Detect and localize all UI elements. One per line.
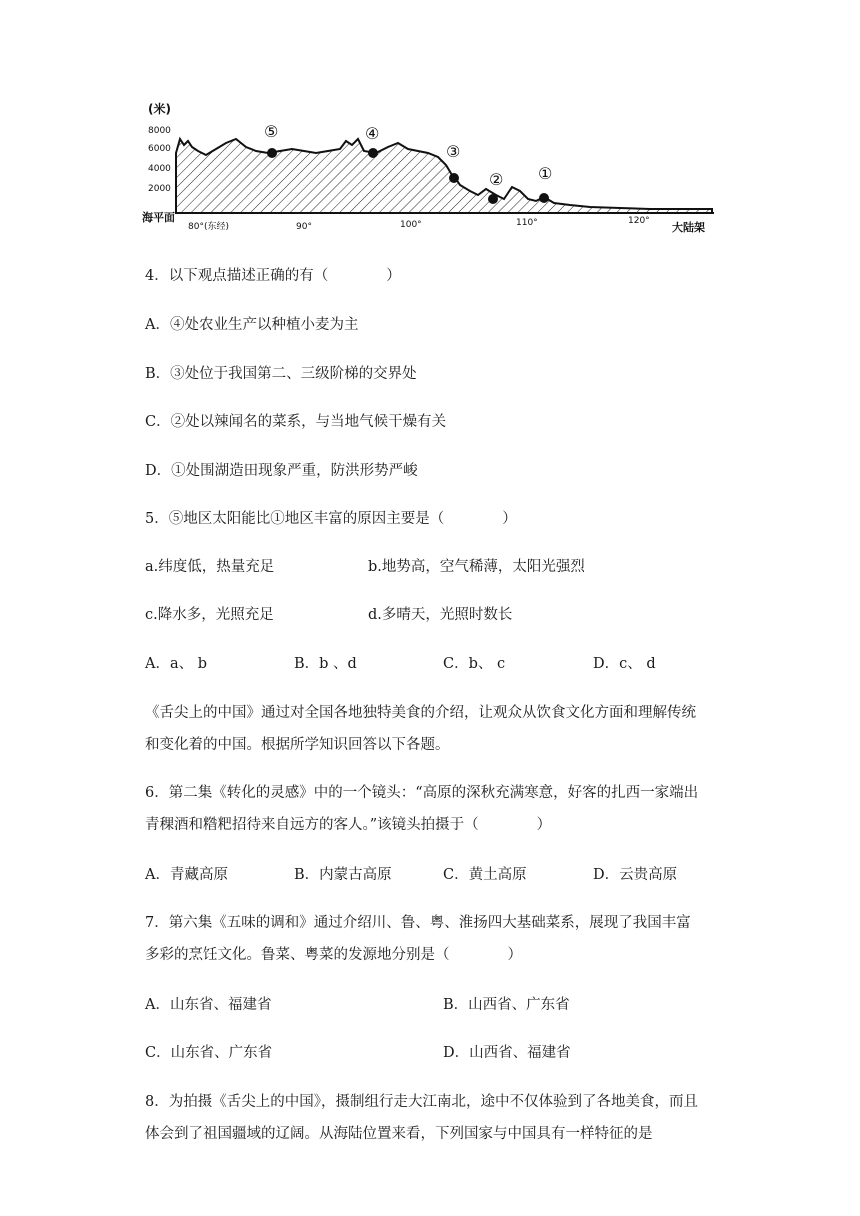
q4-stem: 4．以下观点描述正确的有（ ） <box>145 268 401 284</box>
y-tick-label: 8000 <box>148 126 171 136</box>
q4-option-d: D．①处围湖造田现象严重，防洪形势严峻 <box>145 463 418 479</box>
q6-option-b: B．内蒙古高原 <box>294 867 392 883</box>
marker-dot <box>368 148 378 158</box>
q7-stem-line-2: 多彩的烹饪文化。鲁菜、粤菜的发源地分别是（ ） <box>145 947 522 963</box>
x-tick-label: 100° <box>400 220 422 230</box>
q5-option-c: C．b、 c <box>443 656 506 672</box>
marker-dot <box>267 148 277 158</box>
q6-stem-line-2: 青稞酒和糌粑招待来自远方的客人。”该镜头拍摄于（ ） <box>145 817 552 833</box>
marker-dot <box>488 194 498 204</box>
marker-label: ① <box>538 164 553 183</box>
q5-option-b: B．b 、d <box>294 656 357 672</box>
x-tick-label: 90° <box>296 222 312 232</box>
q5-statement-d: d.多晴天，光照时数长 <box>368 607 513 623</box>
marker-label: ⑤ <box>264 122 279 141</box>
terrain-profile-figure <box>140 95 720 240</box>
q5-option-d: D．c、 d <box>593 656 656 672</box>
q6-stem-line-1: 6．第二集《转化的灵感》中的一个镜头：“高原的深秋充满寒意，好客的扎西一家端出 <box>145 785 699 801</box>
y-unit-label: (米) <box>148 102 171 116</box>
continental-shelf-label: 大陆架 <box>672 221 705 234</box>
q6-option-a: A．青藏高原 <box>145 867 228 883</box>
q4-option-a: A．④处农业生产以种植小麦为主 <box>145 317 359 333</box>
q6-option-d: D．云贵高原 <box>593 867 678 883</box>
q5-stem: 5．⑤地区太阳能比①地区丰富的原因主要是（ ） <box>145 511 517 527</box>
q7-option-b: B．山西省、广东省 <box>443 997 570 1013</box>
q8-stem-line-2: 体会到了祖国疆域的辽阔。从海陆位置来看，下列国家与中国具有一样特征的是 <box>145 1126 653 1142</box>
q4-option-b: B．③处位于我国第二、三级阶梯的交界处 <box>145 366 417 382</box>
q7-option-d: D．山西省、福建省 <box>443 1045 571 1061</box>
marker-label: ④ <box>365 124 380 143</box>
x-tick-label: 120° <box>628 216 650 226</box>
q7-option-c: C．山东省、广东省 <box>145 1045 273 1061</box>
q4-option-c: C．②处以辣闻名的菜系，与当地气候干燥有关 <box>145 414 447 430</box>
x-tick-label: 110° <box>516 218 538 228</box>
intro-line-1: 《舌尖上的中国》通过对全国各地独特美食的介绍，让观众从饮食文化方面和理解传统 <box>145 705 696 721</box>
marker-label: ③ <box>446 142 461 161</box>
q6-option-c: C．黄土高原 <box>443 867 527 883</box>
marker-dot <box>539 193 549 203</box>
y-tick-label: 6000 <box>148 144 171 154</box>
x-tick-label: 80°(东经) <box>188 222 229 232</box>
q8-stem-line-1: 8．为拍摄《舌尖上的中国》，摄制组行走大江南北，途中不仅体验到了各地美食，而且 <box>145 1094 698 1110</box>
intro-line-2: 和变化着的中国。根据所学知识回答以下各题。 <box>145 737 450 753</box>
marker-label: ② <box>489 170 504 189</box>
y-tick-label: 2000 <box>148 184 171 194</box>
q7-stem-line-1: 7．第六集《五味的调和》通过介绍川、鲁、粤、淮扬四大基础菜系，展现了我国丰富 <box>145 915 691 931</box>
q5-option-a: A．a、 b <box>145 656 208 672</box>
terrain-area <box>176 139 712 213</box>
q5-statement-a: a.纬度低，热量充足 <box>145 559 275 575</box>
q5-statement-b: b.地势高，空气稀薄，太阳光强烈 <box>368 559 585 575</box>
q5-statement-c: c.降水多，光照充足 <box>145 607 274 623</box>
q7-option-a: A．山东省、福建省 <box>145 997 272 1013</box>
marker-dot <box>449 173 459 183</box>
y-tick-label: 4000 <box>148 164 171 174</box>
sea-level-label: 海平面 <box>142 211 175 224</box>
